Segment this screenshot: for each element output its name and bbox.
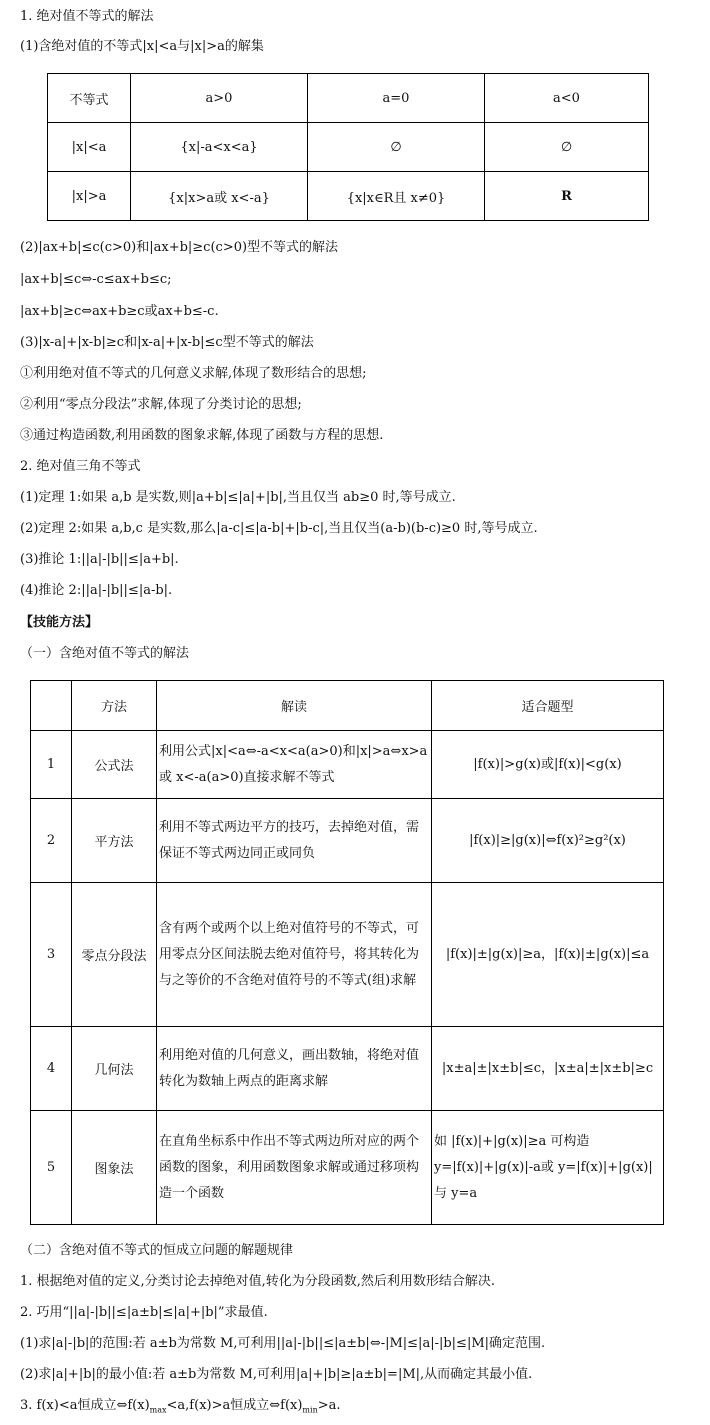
problem-type: |f(x)|≥|g(x)|⇔f(x)²≥g²(x) bbox=[432, 799, 664, 883]
table-cell: |x|<a bbox=[48, 123, 131, 172]
table-cell: |x|>a bbox=[48, 172, 131, 221]
table-header-row bbox=[48, 74, 649, 123]
problem-type: 如 |f(x)|+|g(x)|≥a 可构造 y=|f(x)|+|g(x)|-a或 y=|f(x)|+|g(x)|与 y=a bbox=[432, 1111, 664, 1225]
rule-line bbox=[20, 1398, 341, 1419]
subscript: min bbox=[302, 1405, 318, 1415]
table-cell: a>0 bbox=[131, 74, 308, 123]
table-row bbox=[31, 883, 664, 1027]
table-row bbox=[31, 1111, 664, 1225]
method-name: 平方法 bbox=[72, 799, 157, 883]
method-name: 公式法 bbox=[72, 731, 157, 799]
table-row bbox=[48, 123, 649, 172]
problem-type: |f(x)|±|g(x)|≥a，|f(x)|±|g(x)|≤a bbox=[432, 883, 664, 1027]
corollary-line: (4)推论 2:||a|-|b||≤|a-b|. bbox=[20, 583, 173, 598]
formula-line: |ax+b|≤c⇔-c≤ax+b≤c; bbox=[20, 272, 172, 287]
table-cell: R bbox=[485, 172, 649, 221]
table-cell: {x|x>a或 x<-a} bbox=[131, 172, 308, 221]
row-number: 1 bbox=[31, 731, 72, 799]
rule-line: 1. 根据绝对值的定义,分类讨论去掉绝对值,转化为分段函数,然后利用数形结合解决. bbox=[20, 1274, 496, 1289]
subheading-2: (2)|ax+b|≤c(c>0)和|ax+b|≥c(c>0)型不等式的解法 bbox=[20, 240, 339, 255]
section-subtitle: （一）含绝对值不等式的解法 bbox=[20, 646, 190, 661]
row-number: 2 bbox=[31, 799, 72, 883]
formula-line: |ax+b|≥c⇔ax+b≥c或ax+b≤-c. bbox=[20, 304, 219, 319]
method-description: 含有两个或两个以上绝对值符号的不等式，可用零点分区间法脱去绝对值符号，将其转化为与之等价的不含绝对值符号的不等式(组)求解 bbox=[157, 883, 432, 1027]
corollary-line: (3)推论 1:||a|-|b||≤|a+b|. bbox=[20, 552, 179, 567]
method-description: 在直角坐标系中作出不等式两边所对应的两个函数的图象，利用函数图象求解或通过移项构造一个函数 bbox=[157, 1111, 432, 1225]
table-row bbox=[48, 172, 649, 221]
row-number: 3 bbox=[31, 883, 72, 1027]
subheading-3: (3)|x-a|+|x-b|≥c和|x-a|+|x-b|≤c型不等式的解法 bbox=[20, 335, 314, 350]
subscript: max bbox=[149, 1405, 167, 1415]
methods-table bbox=[30, 680, 664, 1225]
table-row bbox=[31, 799, 664, 883]
method-description: 利用公式|x|<a⇔-a<x<a(a>0)和|x|>a⇔x>a或 x<-a(a>0)直接求解不等式 bbox=[157, 731, 432, 799]
method-name: 几何法 bbox=[72, 1027, 157, 1111]
problem-type: |f(x)|>g(x)或|f(x)|<g(x) bbox=[432, 731, 664, 799]
solution-set-table bbox=[47, 73, 649, 221]
rule-text: 3. f(x)<a恒成立⇔f(x) bbox=[20, 1398, 150, 1413]
theorem-line: (2)定理 2:如果 a,b,c 是实数,那么|a-c|≤|a-b|+|b-c|,当且仅当(a-b)(b-c)≥0 时,等号成立. bbox=[20, 521, 538, 536]
table-cell: a=0 bbox=[308, 74, 485, 123]
table-cell: ∅ bbox=[308, 123, 485, 172]
method-name: 图象法 bbox=[72, 1111, 157, 1225]
row-number: 5 bbox=[31, 1111, 72, 1225]
text-line: ①利用绝对值不等式的几何意义求解,体现了数形结合的思想; bbox=[20, 366, 367, 381]
section-title: 【技能方法】 bbox=[20, 615, 99, 630]
table-row bbox=[31, 1027, 664, 1111]
section-subtitle: （二）含绝对值不等式的恒成立问题的解题规律 bbox=[20, 1243, 294, 1258]
rule-line: (1)求|a|-|b|的范围:若 a±b为常数 M,可利用||a|-|b||≤|a±b|⇔-|M|≤|a|-|b|≤|M|确定范围. bbox=[20, 1336, 546, 1351]
rule-text: >a. bbox=[317, 1398, 341, 1413]
table-cell bbox=[31, 681, 72, 731]
rule-line: (2)求|a|+|b|的最小值:若 a±b为常数 M,可利用|a|+|b|≥|a±b|=|M|,从而确定其最小值. bbox=[20, 1367, 533, 1382]
table-cell: 不等式 bbox=[48, 74, 131, 123]
table-row bbox=[31, 731, 664, 799]
problem-type: |x±a|±|x±b|≤c，|x±a|±|x±b|≥c bbox=[432, 1027, 664, 1111]
heading-2: 2. 绝对值三角不等式 bbox=[20, 459, 141, 474]
row-number: 4 bbox=[31, 1027, 72, 1111]
table-cell: ∅ bbox=[485, 123, 649, 172]
rule-line: 2. 巧用“||a|-|b||≤|a±b|≤|a|+|b|”求最值. bbox=[20, 1305, 268, 1320]
table-cell: {x|x∈R且 x≠0} bbox=[308, 172, 485, 221]
table-header-row bbox=[31, 681, 664, 731]
method-name: 零点分段法 bbox=[72, 883, 157, 1027]
table-cell: {x|-a<x<a} bbox=[131, 123, 308, 172]
theorem-line: (1)定理 1:如果 a,b 是实数,则|a+b|≤|a|+|b|,当且仅当 ab≥0 时,等号成立. bbox=[20, 490, 456, 505]
table-cell: 方法 bbox=[72, 681, 157, 731]
table-cell: 解读 bbox=[157, 681, 432, 731]
table-cell: 适合题型 bbox=[432, 681, 664, 731]
text-line: ③通过构造函数,利用函数的图象求解,体现了函数与方程的思想. bbox=[20, 428, 384, 443]
subheading-1: (1)含绝对值的不等式|x|<a与|x|>a的解集 bbox=[20, 39, 264, 54]
method-description: 利用绝对值的几何意义，画出数轴，将绝对值转化为数轴上两点的距离求解 bbox=[157, 1027, 432, 1111]
method-description: 利用不等式两边平方的技巧，去掉绝对值，需保证不等式两边同正或同负 bbox=[157, 799, 432, 883]
table-cell: a<0 bbox=[485, 74, 649, 123]
text-line: ②利用“零点分段法”求解,体现了分类讨论的思想; bbox=[20, 397, 302, 412]
heading-1: 1. 绝对值不等式的解法 bbox=[20, 9, 154, 24]
rule-text: <a,f(x)>a恒成立⇔f(x) bbox=[166, 1398, 303, 1413]
